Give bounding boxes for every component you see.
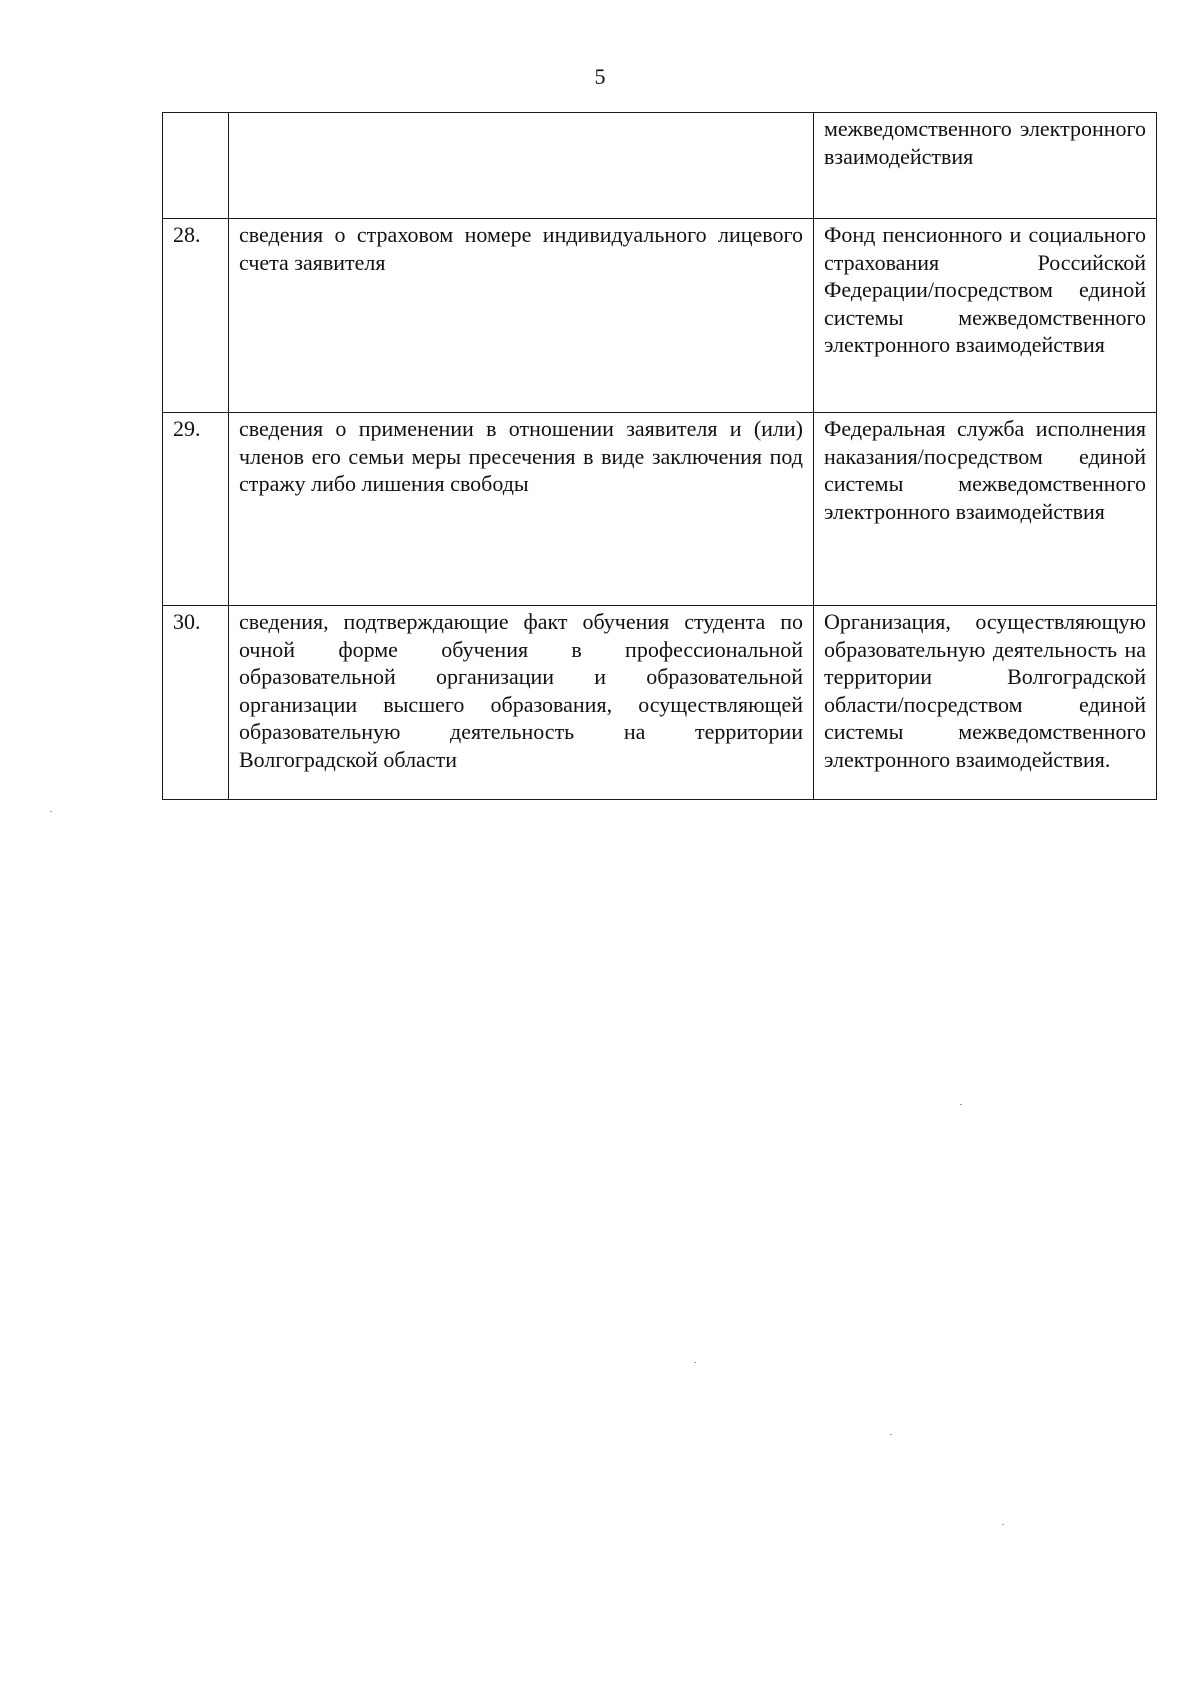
row-description: сведения, подтверждающие факт обучения студента по очной форме обучения в профессиональной образовательной организации и образовательной организации высшего образования, осуществляющей образовательную деятельность на территории Волгоградской области — [229, 606, 814, 800]
scan-speck — [694, 1362, 696, 1363]
row-source: Федеральная служба исполнения наказания/посредством единой системы межведомственного электронного взаимодействия — [814, 413, 1157, 606]
row-number: 28. — [163, 219, 229, 413]
table-row — [163, 113, 1157, 219]
row-number — [163, 113, 229, 219]
table-row — [163, 219, 1157, 413]
table-row — [163, 606, 1157, 800]
row-source: Фонд пенсионного и социального страхования Российской Федерации/посредством единой системы межведомственного электронного взаимодействия — [814, 219, 1157, 413]
row-number: 29. — [163, 413, 229, 606]
row-description: сведения о применении в отношении заявителя и (или) членов его семьи меры пресечения в виде заключения под стражу либо лишения свободы — [229, 413, 814, 606]
scan-speck — [960, 1104, 962, 1105]
row-source: Организация, осуществляющую образовательную деятельность на территории Волгоградской области/посредством единой системы межведомственного электронного взаимодействия. — [814, 606, 1157, 800]
row-description: сведения о страховом номере индивидуального лицевого счета заявителя — [229, 219, 814, 413]
row-source: межведомственного электронного взаимодействия — [814, 113, 1157, 219]
row-description — [229, 113, 814, 219]
row-number: 30. — [163, 606, 229, 800]
scan-speck — [890, 1434, 892, 1435]
scan-speck — [50, 811, 52, 812]
table-row — [163, 413, 1157, 606]
scan-speck — [1002, 1524, 1004, 1525]
data-table — [162, 112, 1157, 800]
page-number: 5 — [594, 64, 606, 89]
